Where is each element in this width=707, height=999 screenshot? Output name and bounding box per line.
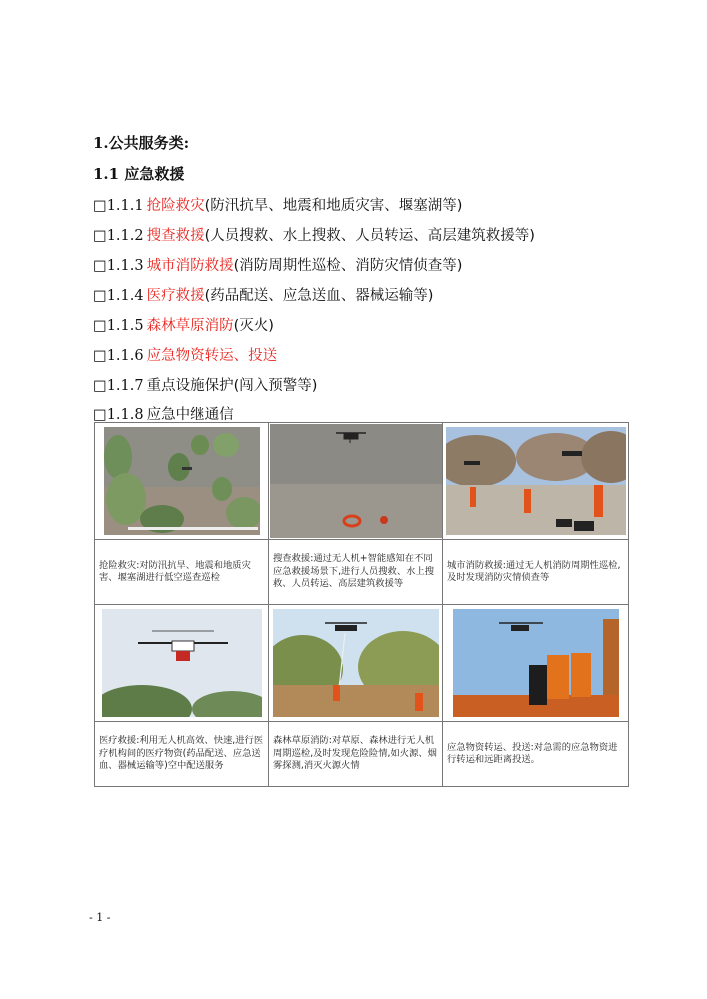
item-number: 1.1.8 xyxy=(106,407,144,423)
photo-cell xyxy=(443,423,629,540)
caption-cell: 搜查救援:通过无人机+智能感知在不同应急救援场景下,进行人员搜救、水上搜救、人员转运、高层建筑救援等 xyxy=(269,540,443,605)
item-number: 1.1.3 xyxy=(106,258,144,274)
caption-cell: 应急物资转运、投送:对急需的应急物资进行转运和远距离投送。 xyxy=(443,722,629,787)
list-item xyxy=(93,254,462,275)
list-item xyxy=(93,344,277,365)
subsection-heading: 1.1 应急救援 xyxy=(93,165,185,183)
photo-cell xyxy=(95,423,269,540)
item-detail: (防汛抗旱、地震和地质灾害、堰塞湖等) xyxy=(204,198,463,214)
item-number: 1.1.7 xyxy=(106,378,144,394)
photo-cell xyxy=(269,605,443,722)
list-item xyxy=(93,284,433,305)
checkbox[interactable]: □ xyxy=(93,198,107,214)
water-rescue-photo xyxy=(270,424,442,538)
section-heading: 1.公共服务类: xyxy=(93,134,190,152)
photo-cell xyxy=(443,605,629,722)
checkbox[interactable]: □ xyxy=(93,228,107,244)
caption-row xyxy=(95,540,629,605)
item-highlight: 搜查救援 xyxy=(146,228,205,244)
item-detail: 应急中继通信 xyxy=(146,407,234,423)
checkbox[interactable]: □ xyxy=(93,258,107,274)
item-detail: (药品配送、应急送血、器械运输等) xyxy=(204,288,434,304)
list-item xyxy=(93,374,317,395)
item-detail: (人员搜救、水上搜救、人员转运、高层建筑救援等) xyxy=(204,228,535,244)
item-detail: (灭火) xyxy=(233,318,274,334)
list-item xyxy=(93,314,274,335)
item-highlight: 医疗救援 xyxy=(146,288,205,304)
item-highlight: 抢险救灾 xyxy=(146,198,205,214)
medical-drone-photo xyxy=(102,609,262,717)
list-item xyxy=(93,403,234,424)
firefighter-drone-photo xyxy=(446,427,626,535)
page-number: - 1 - xyxy=(89,911,111,924)
item-highlight: 森林草原消防 xyxy=(146,318,234,334)
item-highlight: 城市消防救援 xyxy=(146,258,234,274)
supply-delivery-photo xyxy=(453,609,619,717)
photo-cell xyxy=(269,423,443,540)
forest-fire-drone-photo xyxy=(273,609,439,717)
list-item xyxy=(93,224,535,245)
item-number: 1.1.6 xyxy=(106,348,144,364)
item-number: 1.1.1 xyxy=(106,198,144,214)
item-highlight: 应急物资转运、投送 xyxy=(146,348,278,364)
item-number: 1.1.5 xyxy=(106,318,144,334)
list-item xyxy=(93,194,462,215)
photo-caption-table xyxy=(94,422,629,787)
checkbox[interactable]: □ xyxy=(93,288,107,304)
checkbox[interactable]: □ xyxy=(93,378,107,394)
flood-patrol-photo xyxy=(104,427,260,535)
checkbox[interactable]: □ xyxy=(93,318,107,334)
caption-cell: 抢险救灾:对防汛抗旱、地震和地质灾害、堰塞湖进行低空巡查巡检 xyxy=(95,540,269,605)
caption-cell: 医疗救援:利用无人机高效、快速,进行医疗机构间的医疗物资(药品配送、应急送血、器械运输等)空中配送服务 xyxy=(95,722,269,787)
photo-row xyxy=(95,423,629,540)
item-number: 1.1.4 xyxy=(106,288,144,304)
caption-cell: 城市消防救援:通过无人机消防周期性巡检,及时发现消防灾情侦查等 xyxy=(443,540,629,605)
checkbox[interactable]: □ xyxy=(93,407,107,423)
caption-cell: 森林草原消防:对草原、森林进行无人机周期巡检,及时发现危险险情,如火源、烟雾探测,消灭火源火情 xyxy=(269,722,443,787)
item-detail: (消防周期性巡检、消防灾情侦查等) xyxy=(233,258,463,274)
photo-cell xyxy=(95,605,269,722)
item-number: 1.1.2 xyxy=(106,228,144,244)
item-detail: 重点设施保护(闯入预警等) xyxy=(146,378,318,394)
checkbox[interactable]: □ xyxy=(93,348,107,364)
photo-row xyxy=(95,605,629,722)
caption-row xyxy=(95,722,629,787)
